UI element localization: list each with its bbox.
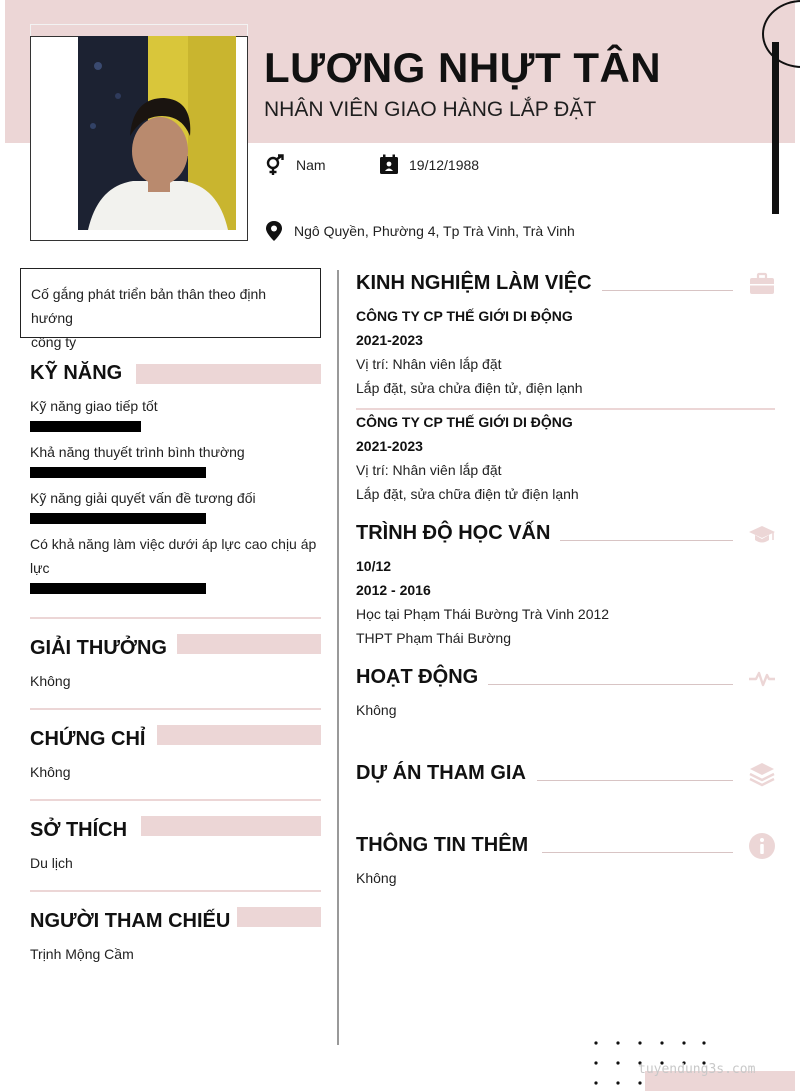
additional-info-title: THÔNG TIN THÊM: [356, 834, 529, 856]
info-icon: [748, 832, 776, 860]
references-text: Trịnh Mộng Cầm: [30, 946, 134, 962]
experience-period: 2021-2023: [356, 332, 423, 348]
section-divider: [30, 617, 321, 619]
calendar-icon: [379, 154, 399, 175]
experience-position: Vị trí: Nhân viên lắp đặt: [356, 356, 502, 372]
address-value: Ngô Quyền, Phường 4, Tp Trà Vinh, Trà Vinh: [294, 223, 575, 239]
hobbies-title-bar: [141, 816, 321, 836]
address-row: [264, 220, 575, 242]
decorative-vertical-bar: [772, 42, 779, 214]
birthday-value: 19/12/1988: [409, 156, 480, 173]
experience-title-line: [602, 290, 733, 291]
certificates-text: Không: [30, 764, 71, 780]
skill-label: Kỹ năng giao tiếp tốt: [30, 398, 158, 414]
skill-level-bar: [30, 467, 206, 478]
profile-photo: [78, 36, 236, 230]
experience-company: CÔNG TY CP THẾ GIỚI DI ĐỘNG: [356, 308, 573, 324]
experience-description: Lắp đặt, sửa chữa điện tử điện lạnh: [356, 486, 579, 502]
column-divider: [337, 270, 339, 1045]
education-school-name: THPT Phạm Thái Bường: [356, 630, 511, 646]
awards-title-bar: [177, 634, 321, 654]
career-objective: [20, 268, 321, 350]
skill-level-bar: [30, 421, 141, 432]
projects-title: DỰ ÁN THAM GIA: [356, 762, 526, 784]
skill-label: Khả năng thuyết trình bình thường: [30, 444, 245, 460]
awards-title: GIẢI THƯỞNG: [30, 637, 167, 659]
experience-title: KINH NGHIỆM LÀM VIỆC: [356, 272, 592, 294]
section-divider: [30, 708, 321, 710]
skills-title: KỸ NĂNG: [30, 362, 123, 384]
certificates-title: CHỨNG CHỈ: [30, 728, 146, 750]
references-title: NGƯỜI THAM CHIẾU: [30, 910, 231, 932]
birthday-row: [379, 154, 479, 175]
objective-line-2: công ty: [31, 334, 77, 350]
skill-label: Kỹ năng giải quyết vấn đề tương đối: [30, 490, 256, 506]
section-divider: [30, 799, 321, 801]
awards-text: Không: [30, 673, 71, 689]
references-title-bar: [237, 907, 321, 927]
candidate-name: LƯƠNG NHỰT TÂN: [264, 44, 662, 91]
additional-info-text: Không: [356, 870, 397, 886]
education-period: 2012 - 2016: [356, 582, 431, 598]
certificates-title-bar: [157, 725, 321, 745]
activities-title: HOẠT ĐỘNG: [356, 666, 479, 688]
watermark: tuyendung3s.com: [638, 1062, 756, 1077]
skill-label-line-2: lực: [30, 560, 50, 576]
gender-row: [264, 154, 326, 176]
job-title: NHÂN VIÊN GIAO HÀNG LẮP ĐẶT: [264, 98, 597, 121]
heartbeat-icon: [748, 664, 776, 692]
hobbies-title: SỞ THÍCH: [30, 819, 128, 841]
briefcase-icon: [748, 270, 776, 298]
activities-title-line: [488, 684, 733, 685]
activities-text: Không: [356, 702, 397, 718]
experience-company: CÔNG TY CP THẾ GIỚI DI ĐỘNG: [356, 414, 573, 430]
location-pin-icon: [264, 220, 284, 242]
skill-level-bar: [30, 513, 206, 524]
graduation-cap-icon: [748, 520, 776, 548]
education-grade: 10/12: [356, 558, 392, 574]
education-title: TRÌNH ĐỘ HỌC VẤN: [356, 522, 551, 544]
experience-position: Vị trí: Nhân viên lắp đặt: [356, 462, 502, 478]
objective-line-1: Cố gắng phát triển bản thân theo định hướng: [31, 286, 267, 326]
skill-label-line-1: Có khả năng làm việc dưới áp lực cao chịu áp: [30, 536, 317, 552]
gender-value: Nam: [296, 157, 326, 173]
section-divider: [30, 890, 321, 892]
experience-period: 2021-2023: [356, 438, 423, 454]
layers-icon: [748, 760, 776, 788]
skill-level-bar: [30, 583, 206, 594]
projects-title-line: [537, 780, 733, 781]
hobbies-text: Du lịch: [30, 855, 73, 871]
additional-info-title-line: [542, 852, 733, 853]
education-school: Học tại Phạm Thái Bường Trà Vinh 2012: [356, 606, 610, 622]
gender-icon: [264, 154, 286, 176]
experience-description: Lắp đặt, sửa chửa điện tử, điện lạnh: [356, 380, 583, 396]
education-title-line: [560, 540, 733, 541]
skills-title-bar: [136, 364, 321, 384]
